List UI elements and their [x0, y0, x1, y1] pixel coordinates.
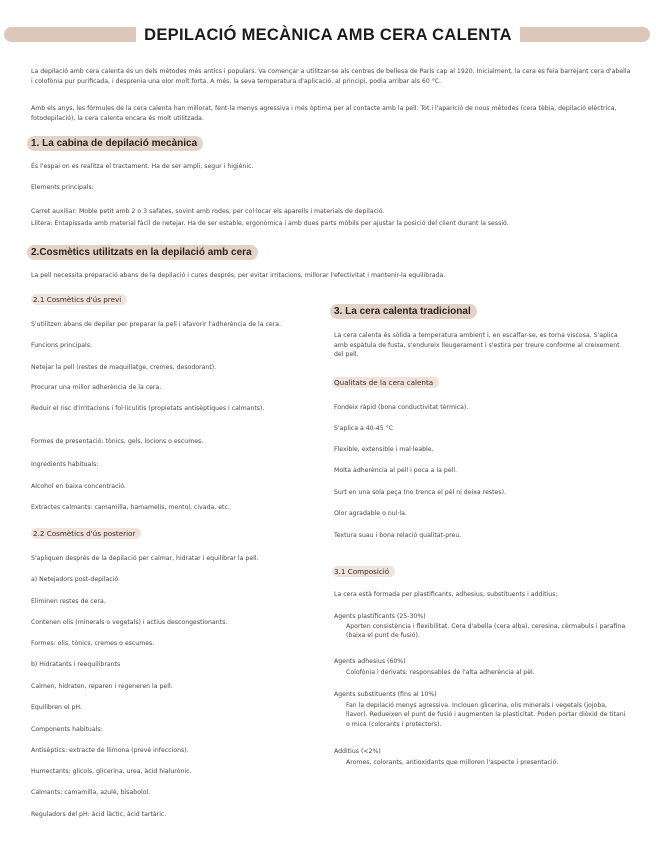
- s2-2-component-4: Reguladors del pH: àcid làctic, àcid tartàric.: [31, 811, 167, 818]
- s2-2-sub-netejadors: a) Netejadors post-depilació: [31, 576, 119, 583]
- s3-qualitat-3: Flexible, extensible i mal·leable.: [334, 446, 434, 453]
- s3-1-group-3-text: Fan la depilació menys agressiva. Inclouen glicerina, olis minerals i vegetals (jojoba, llavor). Redueixen el punt de fusió i augmenten la plasticitat. Poden portar diòxid de titani o mica (colorants i protectors).: [346, 702, 626, 728]
- s2-2-netejador-3: Formes: olis, tònics, cremes o escumes.: [31, 640, 155, 647]
- s2-2-component-3: Calmants: camamilla, azulè, bisabolol.: [31, 789, 151, 796]
- s1-paragraph: És l'espai on es realitza el tractament. Ha de ser ampli, segur i higiènic.: [31, 163, 254, 170]
- s2-2-paragraph: S'apliquen després de la depilació per calmar, hidratar i equilibrar la pell.: [31, 555, 259, 562]
- s2-2-netejador-2: Contenen olis (minerals o vegetals) i actius descongestionants.: [31, 619, 228, 626]
- s2-1-formes: Formes de presentació: tònics, gels, locions o escumes.: [31, 438, 204, 445]
- section-1-heading: 1. La cabina de depilació mecànica: [27, 136, 203, 151]
- s3-1-group-2-text: Colofònia i derivats: responsables de l'alta adherència al pèl.: [346, 669, 535, 676]
- s3-1-group-4-title: Additius (<2%): [334, 748, 381, 755]
- s3-1-paragraph: La cera està formada per plastificants, adhesius, substituents i additius:: [334, 591, 558, 598]
- s2-1-ingredient-1: Alcohol en baixa concentració.: [31, 483, 126, 490]
- s2-2-sub-components: Components habituals:: [31, 726, 103, 733]
- s1-subheading: Elements principals:: [31, 184, 94, 191]
- s2-1-paragraph: S'utilitzen abans de depilar per preparar la pell i afavorir l'adherència de la cera.: [31, 321, 282, 328]
- section-3-heading: 3. La cera calenta tradicional: [330, 304, 477, 319]
- s3-qualitat-1: Fondeix ràpid (bona conductivitat tèrmica).: [334, 404, 469, 411]
- s3-1-heading: 3.1 Composició: [332, 566, 395, 577]
- s3-1-group-1-text: Aporten consistència i flexibilitat. Cera d'abella (cera alba), ceresina, cèrmabuls i parafina (baixa el punt de fusió).: [346, 623, 626, 640]
- s3-1-group-4-text: Aromes, colorants, antioxidants que milloren l'aspecte i presentació.: [346, 759, 559, 766]
- s2-1-funcio-1: Netejar la pell (restes de maquillatge, cremes, desodorant).: [31, 364, 217, 371]
- s3-qualitat-4: Molta adherència al pell i poca a la pell.: [334, 467, 458, 474]
- s3-paragraph: La cera calenta és sòlida a temperatura ambient i, en escalfar-se, es torna viscosa. S'aplica amb espàtula de fusta, s'endureix lleugerament i s'estira per treure conforme al creixement del pell.: [334, 332, 620, 359]
- s3-sub-qualitats: Qualitats de la cera calenta: [332, 377, 439, 388]
- s3-1-group-1-title: Agents plastificants (25-30%): [334, 613, 426, 620]
- s3-qualitat-2: S'aplica a 40-45 °C: [334, 425, 394, 432]
- s2-2-hidratant-2: Equilibren el pH.: [31, 704, 82, 711]
- page-title: DEPILACIÓ MECÀNICA AMB CERA CALENTA: [0, 24, 656, 46]
- s3-1-group-2-title: Agents adhesius (60%): [334, 658, 406, 665]
- s3-qualitat-6: Olor agradable o nul·la.: [334, 510, 407, 517]
- section-2-heading: 2.Cosmètics utilitzats en la depilació amb cera: [27, 245, 258, 260]
- s2-2-component-2: Humectants: glicols, glicerina, urea, àcid hialurònic.: [31, 768, 192, 775]
- intro-paragraph-2: Amb els anys, les fórmules de la cera calenta han millorat, fent-la menys agressiva i més òptima per al contacte amb la pell. Tot i l'aparició de nous mètodes (cera tèbia, depilació elèctrica, fotodepilació), la cera calenta encara és molt utilitzada.: [31, 105, 617, 122]
- s3-1-group-3-title: Agents substituents (fins al 10%): [334, 691, 437, 698]
- s1-item-llitera: Llitera: Entapissada amb material fàcil de netejar. Ha de ser estable, ergonòmica i amb dues parts mòbils per ajustar la posició del client durant la sessió.: [31, 220, 509, 227]
- s1-item-carret: Carret auxiliar: Moble petit amb 2 o 3 safates, sovint amb rodes, per col·locar els aparells i materials de depilació.: [31, 208, 385, 215]
- s2-2-hidratant-1: Calmen, hidraten, reparen i regeneren la pell.: [31, 683, 173, 690]
- s2-1-sub-ingredients: Ingredients habituals:: [31, 461, 99, 468]
- title-bar: [0, 24, 656, 46]
- s2-1-funcio-3: Reduir el risc d'irritacions i fol·liculitis (propietats antisèptiques i calmants).: [31, 405, 265, 412]
- s2-2-component-1: Antisèptics: extracte de llimona (prevé infeccions).: [31, 747, 189, 754]
- s2-2-heading: 2.2 Cosmètics d'ús posterior: [31, 528, 141, 539]
- s2-2-netejador-1: Eliminen restes de cera.: [31, 598, 106, 605]
- intro-paragraph-1: La depilació amb cera calenta és un dels mètodes més antics i populars. Va començar a utilitzar-se als centres de bellesa de París cap al 1920. Inicialment, la cera es feia barrejant cera d'abella i colofònia pur purificada, i desprenia una olor molt forta. A més, la seva temperatura d'aplicació, al principi, podia arribar als 60 °C.: [31, 68, 631, 85]
- s2-1-sub-funcions: Funcions principals:: [31, 342, 93, 349]
- s2-1-funcio-2: Procurar una millor adherència de la cera.: [31, 384, 162, 391]
- s2-1-heading: 2.1 Cosmètics d'ús previ: [31, 294, 127, 305]
- s3-qualitat-7: Textura suau i bona relació qualitat-preu.: [334, 532, 462, 539]
- s3-qualitat-5: Surt en una sola peça (no trenca el pèl ni deixa restes).: [334, 489, 506, 496]
- s2-2-sub-hidratants: b) Hidratants i reequilibrants: [31, 661, 121, 668]
- s2-paragraph: La pell necessita preparació abans de la depilació i cures després, per evitar irritacions, millorar l'efectivitat i mantenir-la equilibrada.: [31, 272, 446, 279]
- s2-1-ingredient-2: Extractes calmants: camamilla, hamamelis, mentol, civada, etc.: [31, 504, 230, 511]
